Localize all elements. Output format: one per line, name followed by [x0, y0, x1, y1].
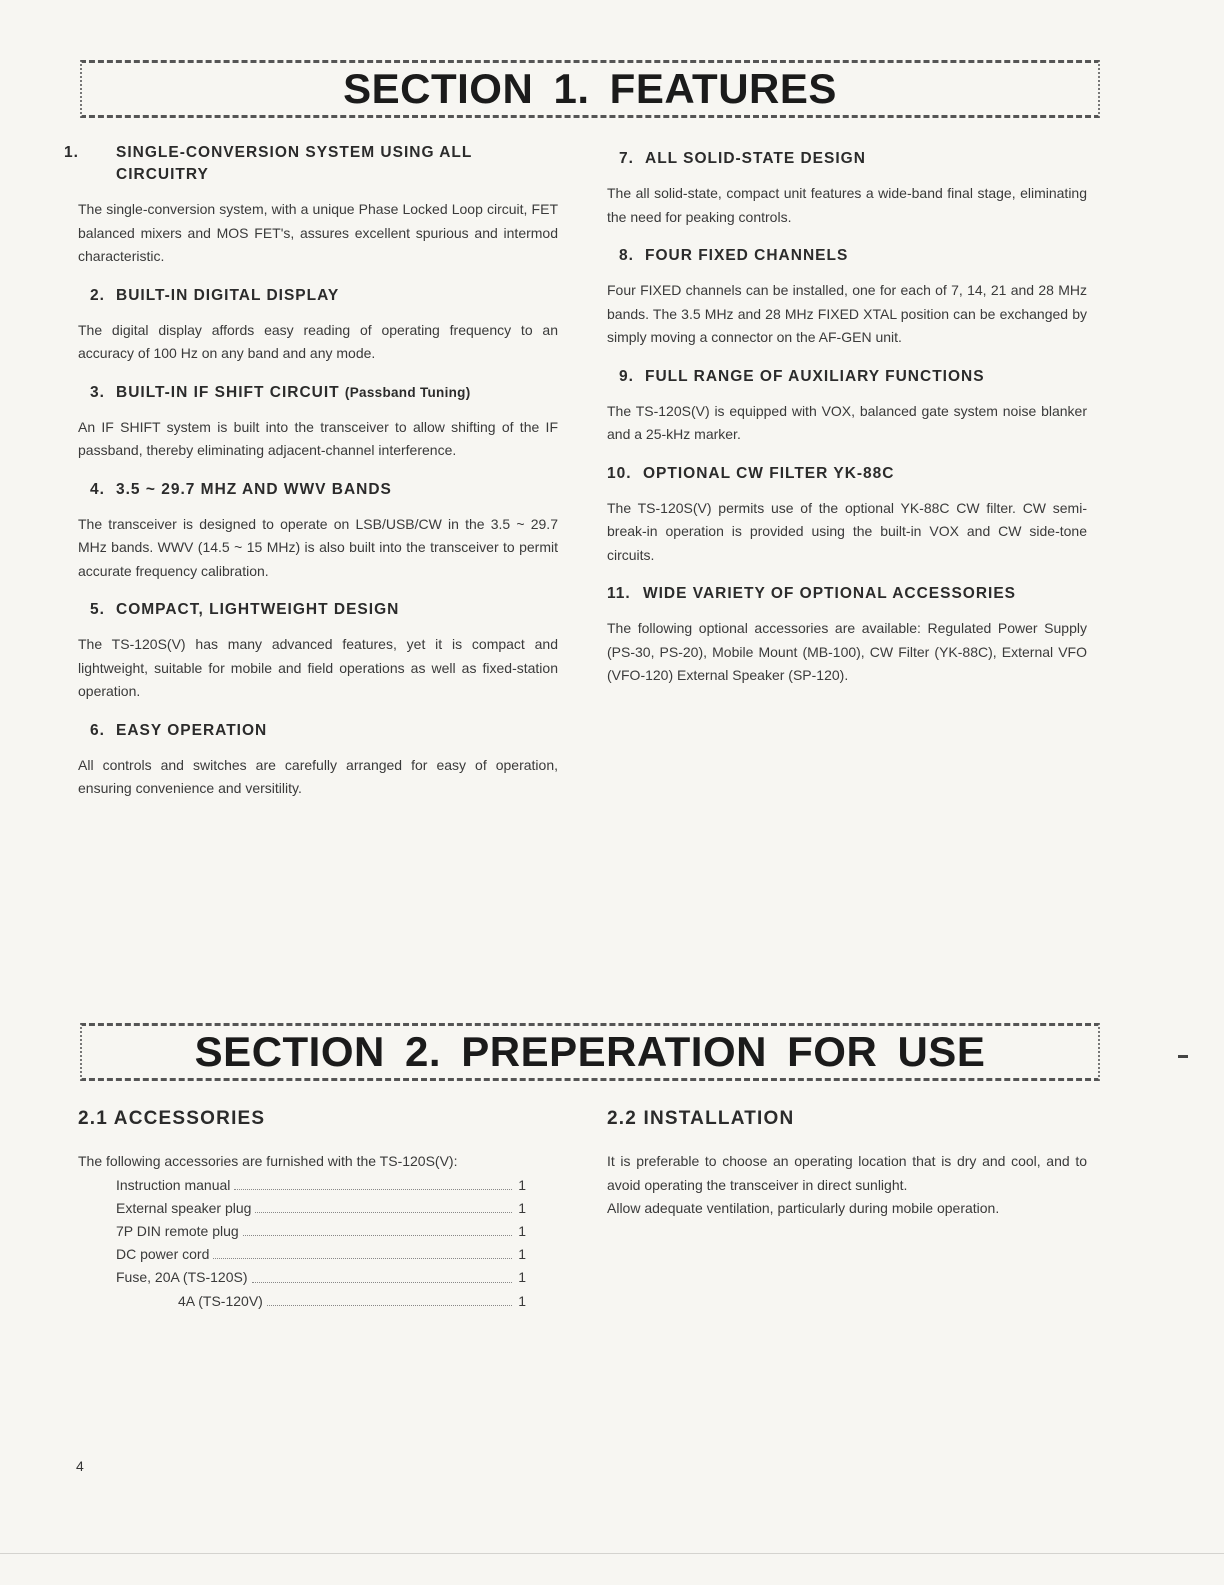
feature-number: 6. — [90, 721, 105, 739]
feature-number: 9. — [619, 367, 634, 385]
feature-number: 5. — [90, 601, 105, 618]
feature-text: The TS-120S(V) permits use of the optional YK-88C CW filter. CW semi-break-in operation is provided using the built-in VOX and CW side-tone circuits. — [607, 499, 1087, 563]
feature-title: BUILT-IN DIGITAL DISPLAY — [116, 286, 340, 304]
leader-dots — [255, 1197, 512, 1213]
feature-heading — [78, 285, 558, 307]
list-item — [116, 1197, 526, 1220]
leader-dots — [267, 1290, 512, 1306]
accessory-label: Fuse, 20A (TS-120S) — [116, 1269, 248, 1286]
feature-heading — [78, 599, 558, 621]
feature-heading — [607, 245, 1087, 267]
feature-text: The single-conversion system, with a unique Phase Locked Loop circuit, FET balanced mixers and MOS FET's, assures excellent spurious and intermod characteristic. — [78, 201, 558, 264]
feature-number: 4. — [90, 480, 105, 498]
feature-heading — [607, 583, 1087, 605]
accessory-qty: 1 — [518, 1292, 526, 1309]
accessory-label: DC power cord — [116, 1246, 210, 1263]
installation-paragraph: It is preferable to choose an operating location that is dry and cool, and to avoid operating the transceiver in direct sunlight. — [607, 1153, 1087, 1193]
feature-text: All controls and switches are carefully arranged for easy of operation, ensuring convenience and versitility. — [78, 756, 558, 796]
installation-section — [607, 1108, 1087, 1221]
feature-item — [607, 583, 1087, 688]
accessories-heading: 2.1 ACCESSORIES — [78, 1108, 266, 1129]
accessory-label: 7P DIN remote plug — [116, 1222, 239, 1239]
feature-title: SINGLE-CONVERSION SYSTEM USING ALL CIRCUITRY — [116, 144, 473, 183]
feature-title: ALL SOLID-STATE DESIGN — [645, 150, 866, 167]
accessory-label: Instruction manual — [116, 1176, 231, 1193]
feature-title-suffix: (Passband Tuning) — [344, 384, 471, 400]
list-item — [116, 1266, 526, 1289]
feature-heading — [607, 463, 1087, 485]
feature-item — [64, 142, 558, 269]
installation-paragraph: Allow adequate ventilation, particularly during mobile operation. — [607, 1200, 1000, 1216]
accessory-label: External speaker plug — [116, 1199, 252, 1216]
feature-title: COMPACT, LIGHTWEIGHT DESIGN — [116, 601, 400, 618]
feature-heading — [64, 142, 558, 186]
feature-item — [607, 148, 1087, 229]
page-number: 4 — [76, 1458, 84, 1474]
feature-number: 10. — [607, 464, 632, 482]
feature-text: An IF SHIFT system is built into the transceiver to allow shifting of the IF passband, thereby eliminating adjacent-channel interference. — [78, 418, 558, 458]
list-item — [116, 1220, 526, 1243]
feature-text: The all solid-state, compact unit features a wide-band final stage, eliminating the need for peaking controls. — [607, 185, 1087, 225]
leader-dots — [213, 1243, 512, 1259]
feature-number: 1. — [64, 144, 79, 161]
list-item — [116, 1243, 526, 1266]
leader-dots — [243, 1220, 512, 1236]
feature-title: EASY OPERATION — [116, 721, 268, 739]
accessory-qty: 1 — [518, 1222, 526, 1239]
feature-number: 11. — [607, 585, 631, 602]
feature-item — [78, 382, 558, 463]
feature-title: 3.5 ~ 29.7 MHZ AND WWV BANDS — [116, 480, 392, 498]
feature-title: FULL RANGE OF AUXILIARY FUNCTIONS — [645, 367, 985, 385]
feature-item — [607, 463, 1087, 568]
feature-title: BUILT-IN IF SHIFT CIRCUIT — [116, 383, 340, 401]
list-item — [116, 1174, 526, 1197]
features-left-column — [64, 142, 558, 817]
feature-item — [78, 720, 558, 801]
accessory-label: 4A (TS-120V) — [178, 1292, 263, 1309]
installation-heading: 2.2 INSTALLATION — [607, 1108, 795, 1129]
bottom-rule — [0, 1553, 1224, 1554]
feature-number: 3. — [90, 383, 105, 401]
section-1-title: SECTION 1. FEATURES — [343, 65, 837, 112]
feature-title: OPTIONAL CW FILTER YK-88C — [643, 464, 895, 482]
section-1-banner — [80, 60, 1100, 118]
feature-text: Four FIXED channels can be installed, one for each of 7, 14, 21 and 28 MHz bands. The 3.5 MHz and 28 MHz FIXED XTAL position can be exchanged by simply moving a connector on the AF-GEN unit. — [607, 282, 1087, 345]
feature-text: The transceiver is designed to operate on LSB/USB/CW in the 3.5 ~ 29.7 MHz bands. WWV (14.5 ~ 15 MHz) is also built into the transceiver to permit accurate frequency calibration. — [78, 515, 558, 579]
feature-heading — [607, 366, 1087, 388]
feature-item — [607, 245, 1087, 350]
feature-item — [78, 479, 558, 584]
accessory-qty: 1 — [518, 1246, 526, 1263]
features-right-column — [607, 148, 1087, 704]
feature-text: The following optional accessories are available: Regulated Power Supply (PS-30, PS-20), Mobile Mount (MB-100), CW Filter (YK-88C), External VFO (VFO-120) External Speaker (SP-120). — [607, 620, 1087, 683]
feature-heading — [78, 479, 558, 501]
accessories-list — [116, 1174, 526, 1313]
feature-heading — [78, 720, 558, 742]
leader-dots — [234, 1174, 512, 1190]
accessory-qty: 1 — [518, 1176, 526, 1193]
accessories-section — [78, 1108, 558, 1313]
feature-number: 2. — [90, 286, 105, 304]
accessory-qty: 1 — [518, 1269, 526, 1286]
feature-item — [607, 366, 1087, 447]
section-2-title: SECTION 2. PREPERATION FOR USE — [194, 1028, 986, 1075]
leader-dots — [252, 1266, 512, 1282]
section-2-banner — [80, 1023, 1100, 1081]
list-item — [116, 1290, 526, 1313]
feature-item — [78, 599, 558, 704]
feature-heading — [607, 148, 1087, 170]
feature-text: The digital display affords easy reading of operating frequency to an accuracy of 100 Hz on any band and any mode. — [78, 321, 558, 361]
feature-heading — [78, 382, 558, 404]
margin-mark — [1178, 1055, 1188, 1058]
feature-number: 8. — [619, 247, 634, 264]
feature-number: 7. — [619, 150, 634, 167]
accessories-intro: The following accessories are furnished with the TS-120S(V): — [78, 1153, 458, 1169]
feature-text: The TS-120S(V) is equipped with VOX, balanced gate system noise blanker and a 25-kHz marker. — [607, 402, 1087, 442]
feature-title: FOUR FIXED CHANNELS — [645, 247, 849, 264]
feature-title: WIDE VARIETY OF OPTIONAL ACCESSORIES — [643, 585, 1017, 602]
feature-text: The TS-120S(V) has many advanced features, yet it is compact and lightweight, suitable for mobile and field operations as well as fixed-station operation. — [78, 636, 558, 699]
feature-item — [78, 285, 558, 366]
accessory-qty: 1 — [518, 1199, 526, 1216]
